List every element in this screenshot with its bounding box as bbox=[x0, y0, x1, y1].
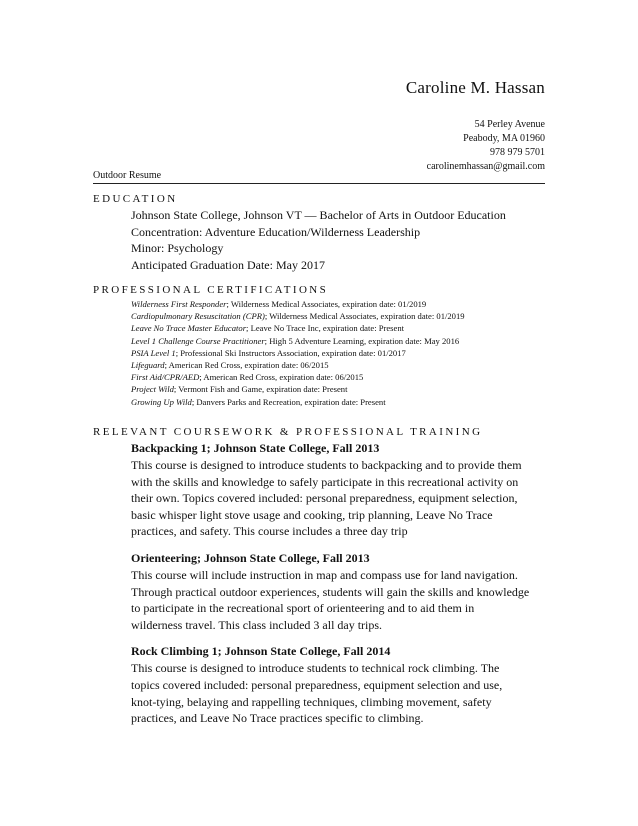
certification-name: Lifeguard bbox=[131, 360, 165, 371]
certification-detail: ; American Red Cross, expiration date: 06/2015 bbox=[164, 360, 329, 371]
certification-name: First Aid/CPR/AED bbox=[131, 372, 200, 383]
course-description-line: knot-tying, belaying and rappelling techniques, climbing movement, safety bbox=[131, 694, 492, 709]
education-line: Minor: Psychology bbox=[131, 241, 224, 255]
certification-name: PSIA Level 1 bbox=[131, 347, 176, 358]
course-description-line: practices, and Leave No Trace practices specific to climbing. bbox=[131, 711, 424, 726]
certification-name: Growing Up Wild bbox=[131, 396, 192, 407]
education-line: Johnson State College, Johnson VT — Bachelor of Arts in Outdoor Education bbox=[131, 208, 506, 222]
certification-detail: ; High 5 Adventure Learning, expiration date: May 2016 bbox=[264, 335, 460, 346]
coursework-heading: RELEVANT COURSEWORK & PROFESSIONAL TRAINING bbox=[93, 426, 483, 438]
certification-item bbox=[131, 347, 545, 359]
certification-item bbox=[131, 335, 545, 347]
education-section bbox=[93, 193, 545, 273]
course-entry bbox=[131, 440, 545, 540]
course-description-line: to participate in the recreational sport of orienteering and to aid them in bbox=[131, 601, 475, 616]
certification-name: Wilderness First Responder bbox=[131, 299, 227, 309]
city-state-zip: Peabody, MA 01960 bbox=[463, 133, 545, 144]
certification-detail: ; Leave No Trace Inc, expiration date: Present bbox=[246, 323, 405, 334]
certification-name: Level 1 Challenge Course Practitioner bbox=[131, 335, 265, 346]
phone-number: 978 979 5701 bbox=[490, 147, 545, 158]
certification-detail: ; Danvers Parks and Recreation, expiration date: Present bbox=[191, 396, 386, 407]
education-line: Concentration: Adventure Education/Wilderness Leadership bbox=[131, 224, 421, 239]
education-heading: EDUCATION bbox=[93, 193, 178, 205]
certification-item bbox=[131, 359, 545, 371]
certification-item bbox=[131, 298, 545, 310]
certification-detail: ; Professional Ski Instructors Association, expiration date: 01/2017 bbox=[175, 347, 406, 358]
education-body bbox=[131, 207, 545, 273]
certification-item bbox=[131, 371, 545, 383]
education-line: Anticipated Graduation Date: May 2017 bbox=[131, 257, 325, 272]
certification-item bbox=[131, 310, 545, 322]
applicant-name: Caroline M. Hassan bbox=[405, 78, 545, 97]
certification-detail: ; Wilderness Medical Associates, expiration date: 01/2019 bbox=[264, 311, 465, 322]
course-description-line: This course will include instruction in map and compass use for land navigation. bbox=[131, 567, 518, 582]
course-description-line: wilderness travel. This class included 3 all day trips. bbox=[131, 617, 383, 632]
certification-item bbox=[131, 322, 545, 334]
email-address: carolinemhassan@gmail.com bbox=[426, 161, 545, 172]
coursework-section bbox=[93, 426, 545, 737]
course-description-line: practices, and safety. This course includes a three day trip bbox=[131, 524, 408, 539]
certification-name: Cardiopulmonary Resuscitation (CPR) bbox=[131, 311, 265, 322]
certification-item bbox=[131, 383, 545, 395]
certification-item bbox=[131, 396, 545, 408]
certification-detail: ; American Red Cross, expiration date: 06/2015 bbox=[199, 372, 364, 383]
course-description-line: basic whisper light stove usage and cooking, trip planning, Leave No Trace bbox=[131, 507, 493, 522]
certifications-list bbox=[131, 298, 545, 408]
course-title: Backpacking 1; Johnson State College, Fall 2013 bbox=[131, 441, 380, 455]
course-description-line: their own. Topics covered included: personal preparedness, equipment selection, bbox=[131, 491, 518, 506]
street-address: 54 Perley Avenue bbox=[474, 119, 545, 130]
certification-name: Project Wild bbox=[131, 384, 174, 395]
contact-header bbox=[406, 78, 545, 174]
course-description-line: with the skills and knowledge to safely participate in this recreational activity on bbox=[131, 474, 519, 489]
course-entry bbox=[131, 550, 545, 633]
course-description-line: topics covered included: personal preparedness, equipment selection and use, bbox=[131, 677, 503, 692]
course-description-line: This course is designed to introduce students to backpacking and to provide them bbox=[131, 458, 522, 472]
certifications-heading: PROFESSIONAL CERTIFICATIONS bbox=[93, 284, 329, 296]
course-description-line: Through practical outdoor experiences, students will gain the skills and knowledge bbox=[131, 584, 530, 599]
certification-name: Leave No Trace Master Educator bbox=[131, 323, 247, 334]
coursework-list bbox=[131, 440, 545, 727]
document-label: Outdoor Resume bbox=[93, 170, 545, 184]
certification-detail: ; Wilderness Medical Associates, expiration date: 01/2019 bbox=[226, 299, 427, 309]
course-entry bbox=[131, 643, 545, 726]
course-description-line: This course is designed to introduce students to technical rock climbing. The bbox=[131, 661, 500, 676]
course-title: Rock Climbing 1; Johnson State College, Fall 2014 bbox=[131, 644, 391, 659]
certification-detail: ; Vermont Fish and Game, expiration date: Present bbox=[173, 384, 348, 395]
certifications-section bbox=[93, 284, 545, 408]
course-title: Orienteering; Johnson State College, Fall 2013 bbox=[131, 550, 370, 565]
